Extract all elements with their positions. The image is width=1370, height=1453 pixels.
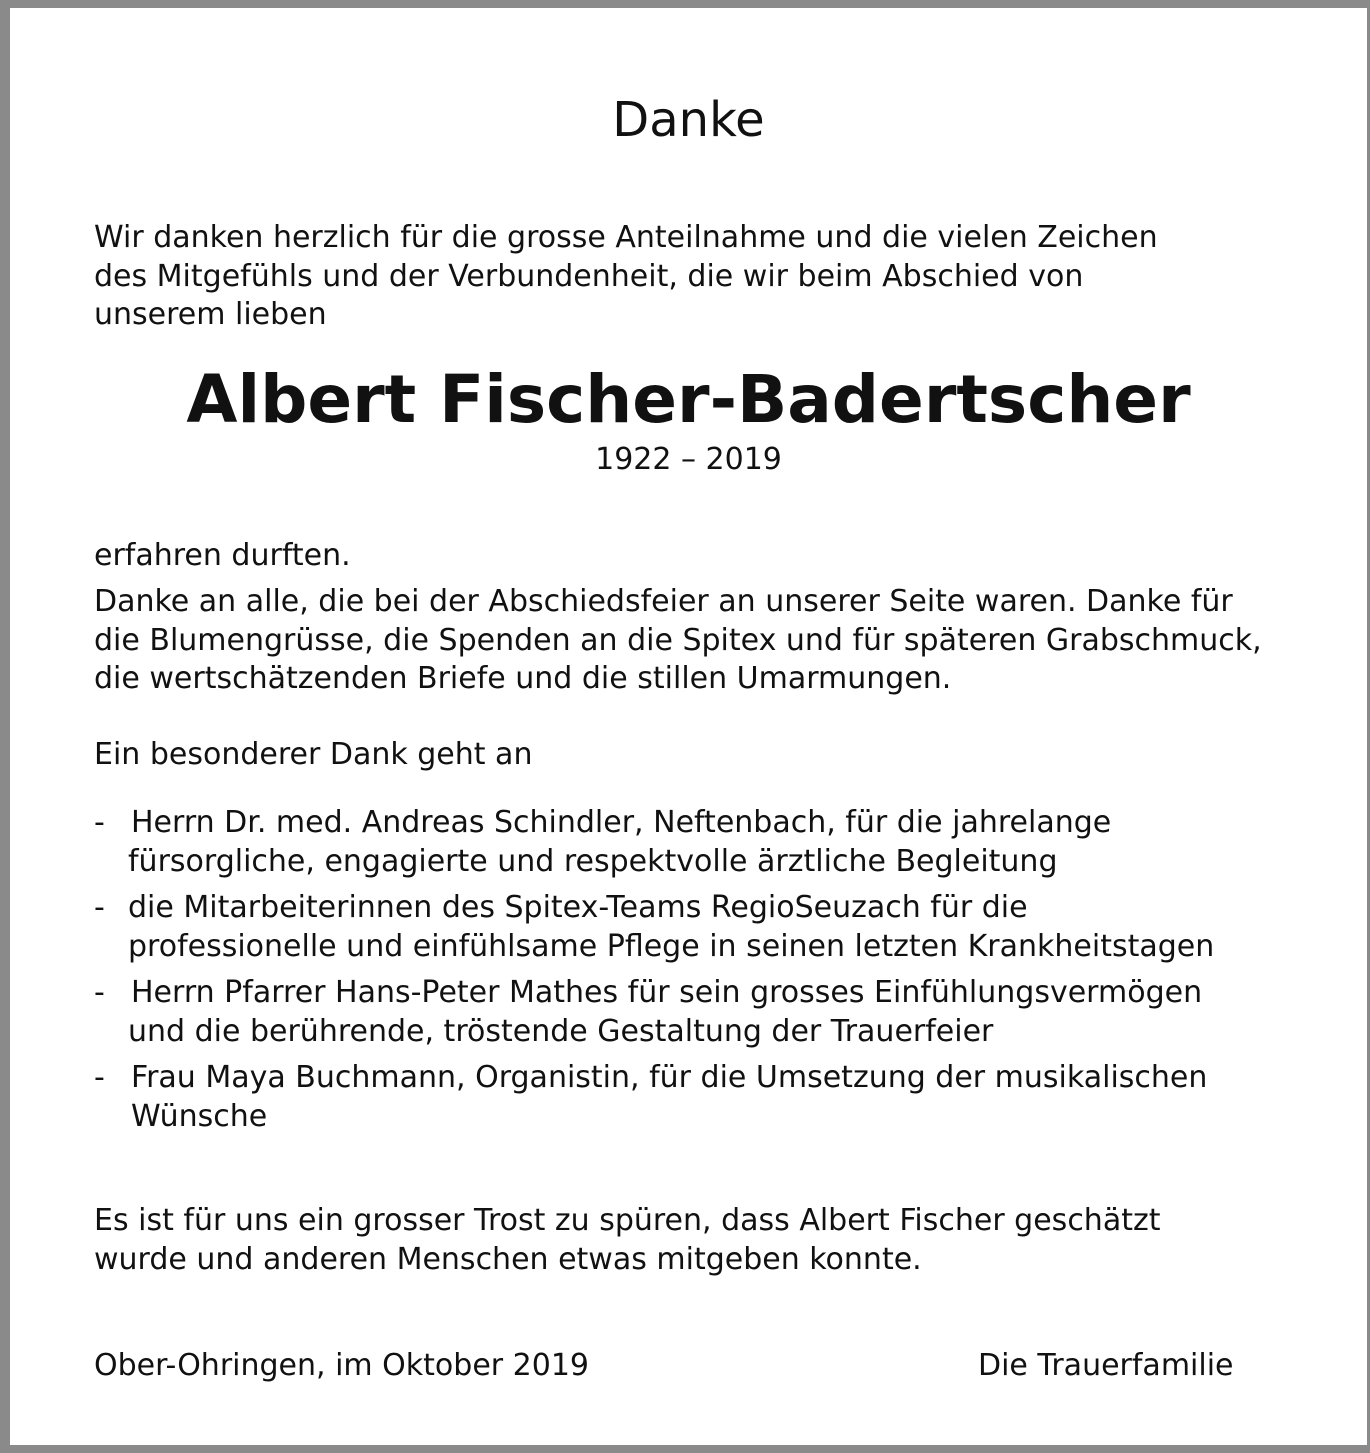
place-and-date: Ober-Ohringen, im Oktober 2019 [94,1348,589,1383]
closing-line: wurde und anderen Menschen etwas mitgeben konnte. [94,1241,922,1277]
closing-line: Es ist für uns ein grosser Trost zu spüren, dass Albert Fischer geschätzt [94,1203,1161,1238]
list-item-line: fürsorgliche, engagierte und respektvolle ärztliche Begleitung [128,843,1058,879]
list-item-line: Frau Maya Buchmann, Organistin, für die Umsetzung der musikalischen [131,1060,1208,1095]
closing-paragraph [94,1202,1160,1279]
list-item-text [131,1059,1207,1136]
page-title: Danke [612,92,765,148]
intro-paragraph [94,219,1158,335]
list-dash: - [94,975,105,1010]
list-item-line: die Mitarbeiterinnen des Spitex-Teams RegioSeuzach für die [128,890,1028,925]
thanks-line: Danke an alle, die bei der Abschiedsfeier an unserer Seite waren. Danke für [94,584,1233,619]
special-thanks-intro: Ein besonderer Dank geht an [94,737,533,772]
thanks-paragraph [94,583,1262,699]
list-item-line: Herrn Pfarrer Hans-Peter Mathes für sein grosses Einfühlungsvermögen [131,975,1203,1010]
intro-line: Wir danken herzlich für die grosse Anteilnahme und die vielen Zeichen [94,220,1158,255]
deceased-name: Albert Fischer-Badertscher [186,361,1191,438]
intro-line: unserem lieben [94,297,327,332]
deceased-years: 1922 – 2019 [595,442,782,477]
list-item-text [128,974,1203,1051]
list-item-line: Herrn Dr. med. Andreas Schindler, Neftenbach, für die jahrelange [131,805,1112,840]
list-item-text [128,804,1112,881]
list-dash: - [94,1060,105,1095]
list-dash: - [94,890,105,925]
list-dash: - [94,805,105,840]
intro-line: des Mitgefühls und der Verbundenheit, die wir beim Abschied von [94,258,1084,294]
thanks-line: die wertschätzenden Briefe und die stillen Umarmungen. [94,661,952,696]
signature: Die Trauerfamilie [978,1348,1234,1383]
after-name-text: erfahren durften. [94,538,351,573]
list-item-text [128,889,1214,966]
list-item-line: und die berührende, tröstende Gestaltung der Trauerfeier [128,1013,994,1049]
list-item-line: professionelle und einfühlsame Pflege in seinen letzten Krankheitstagen [128,928,1215,964]
thanks-line: die Blumengrüsse, die Spenden an die Spitex und für späteren Grabschmuck, [94,622,1262,658]
list-item-line: Wünsche [131,1098,268,1134]
